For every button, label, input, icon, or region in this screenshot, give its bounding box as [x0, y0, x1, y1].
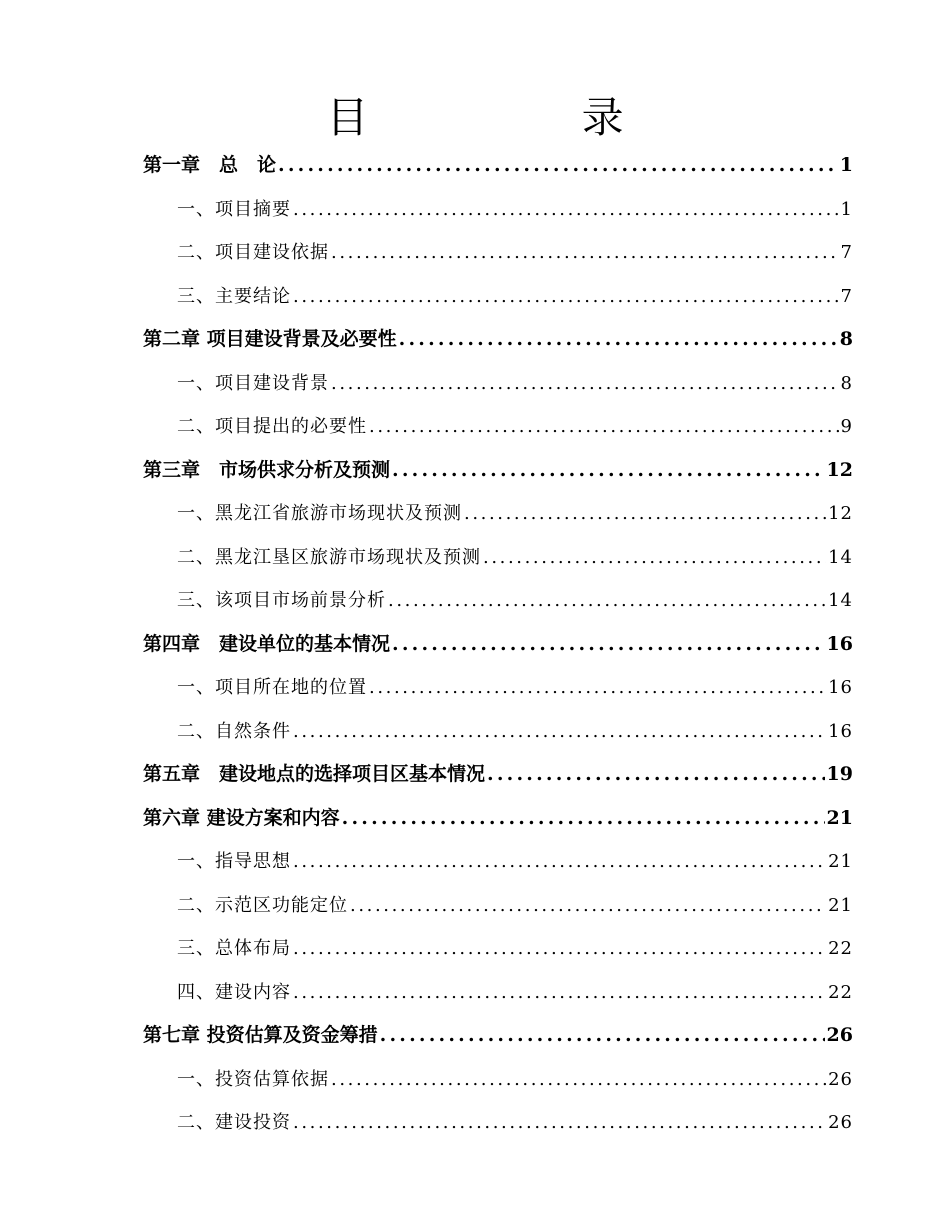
toc-page-number: 21 — [828, 894, 853, 916]
toc-section-entry[interactable] — [143, 579, 853, 623]
toc-entry-label: 第七章 投资估算及资金筹措 — [143, 1024, 378, 1046]
toc-entry-label: 一、指导思想 — [177, 851, 291, 872]
dot-leader — [331, 1058, 826, 1102]
toc-page-number: 22 — [828, 981, 853, 1003]
toc-entry-label: 二、项目提出的必要性 — [177, 416, 367, 437]
dot-leader — [278, 144, 838, 188]
toc-entry-label: 第六章 建设方案和内容 — [143, 806, 340, 829]
dot-leader — [293, 927, 826, 971]
dot-leader — [293, 710, 826, 754]
toc-entry-label: 三、主要结论 — [177, 285, 291, 307]
toc-section-entry[interactable] — [143, 666, 853, 710]
toc-entry-label: 二、建设投资 — [177, 1112, 291, 1133]
toc-page-number: 1 — [839, 154, 853, 176]
toc-page-number: 26 — [826, 1024, 853, 1046]
dot-leader — [293, 188, 839, 232]
toc-section-entry[interactable] — [143, 492, 853, 536]
toc-section-entry[interactable] — [143, 405, 853, 449]
toc-page-number: 21 — [828, 851, 853, 872]
toc-entry-label: 二、自然条件 — [177, 720, 291, 742]
toc-page-number: 22 — [828, 938, 853, 959]
toc-page-number: 9 — [840, 416, 853, 437]
toc-section-entry[interactable] — [143, 927, 853, 971]
toc-page-number: 16 — [828, 720, 853, 742]
toc-page-number: 7 — [840, 242, 853, 263]
toc-section-entry[interactable] — [143, 362, 853, 406]
table-of-contents — [143, 144, 853, 1145]
toc-page-number: 26 — [828, 1068, 853, 1090]
dot-leader — [350, 884, 826, 928]
toc-entry-label: 四、建设内容 — [177, 981, 291, 1003]
toc-page-number: 14 — [828, 546, 853, 568]
toc-entry-label: 一、黑龙江省旅游市场现状及预测 — [177, 503, 462, 524]
toc-page-number: 16 — [828, 677, 853, 698]
toc-page-number: 12 — [826, 458, 853, 481]
toc-entry-label: 二、示范区功能定位 — [177, 894, 348, 916]
dot-leader — [392, 449, 825, 493]
toc-section-entry[interactable] — [143, 536, 853, 580]
toc-page-number: 1 — [840, 198, 853, 220]
dot-leader — [464, 492, 826, 536]
toc-entry-label: 一、投资估算依据 — [177, 1068, 329, 1090]
toc-page-number: 8 — [840, 372, 853, 394]
toc-section-entry[interactable] — [143, 840, 853, 884]
toc-page-number: 8 — [839, 328, 853, 350]
toc-entry-label: 第二章 项目建设背景及必要性 — [143, 328, 397, 350]
toc-entry-label: 第四章 建设单位的基本情况 — [143, 632, 391, 655]
toc-chapter-entry[interactable] — [143, 1014, 853, 1058]
toc-entry-label: 第三章 市场供求分析及预测 — [143, 458, 391, 481]
toc-section-entry[interactable] — [143, 971, 853, 1015]
toc-chapter-entry[interactable] — [143, 797, 853, 841]
dot-leader — [293, 840, 826, 884]
dot-leader — [293, 275, 839, 319]
dot-leader — [293, 971, 826, 1015]
toc-entry-label: 一、项目摘要 — [177, 198, 291, 220]
dot-leader — [342, 797, 825, 841]
toc-page-number: 7 — [840, 285, 853, 307]
toc-entry-label: 二、项目建设依据 — [177, 242, 329, 263]
toc-page-number: 14 — [828, 590, 853, 611]
toc-page-number: 19 — [826, 763, 853, 785]
toc-entry-label: 三、该项目市场前景分析 — [177, 590, 386, 611]
dot-leader — [388, 579, 826, 623]
dot-leader — [380, 1014, 825, 1058]
toc-chapter-entry[interactable] — [143, 318, 853, 362]
toc-entry-label: 第五章 建设地点的选择项目区基本情况 — [143, 763, 486, 785]
toc-section-entry[interactable] — [143, 275, 853, 319]
toc-entry-label: 二、黑龙江垦区旅游市场现状及预测 — [177, 546, 481, 568]
toc-page-number: 21 — [826, 806, 853, 829]
dot-leader — [483, 536, 826, 580]
toc-chapter-entry[interactable] — [143, 753, 853, 797]
toc-section-entry[interactable] — [143, 1101, 853, 1145]
dot-leader — [293, 1101, 826, 1145]
toc-section-entry[interactable] — [143, 710, 853, 754]
toc-section-entry[interactable] — [143, 1058, 853, 1102]
toc-chapter-entry[interactable] — [143, 623, 853, 667]
dot-leader — [369, 405, 839, 449]
toc-section-entry[interactable] — [143, 884, 853, 928]
dot-leader — [399, 318, 838, 362]
toc-page-number: 26 — [828, 1112, 853, 1133]
toc-page-number: 16 — [826, 632, 853, 655]
toc-entry-label: 一、项目所在地的位置 — [177, 677, 367, 698]
dot-leader — [331, 362, 839, 406]
dot-leader — [392, 623, 825, 667]
toc-entry-label: 一、项目建设背景 — [177, 372, 329, 394]
toc-chapter-entry[interactable] — [143, 144, 853, 188]
toc-entry-label: 第一章 总 论 — [143, 154, 277, 176]
toc-title: 目 录 — [326, 93, 724, 142]
toc-chapter-entry[interactable] — [143, 449, 853, 493]
toc-entry-label: 三、总体布局 — [177, 938, 291, 959]
toc-section-entry[interactable] — [143, 231, 853, 275]
dot-leader — [369, 666, 826, 710]
dot-leader — [331, 231, 839, 275]
dot-leader — [487, 753, 825, 797]
toc-section-entry[interactable] — [143, 188, 853, 232]
toc-page-number: 12 — [828, 503, 853, 524]
